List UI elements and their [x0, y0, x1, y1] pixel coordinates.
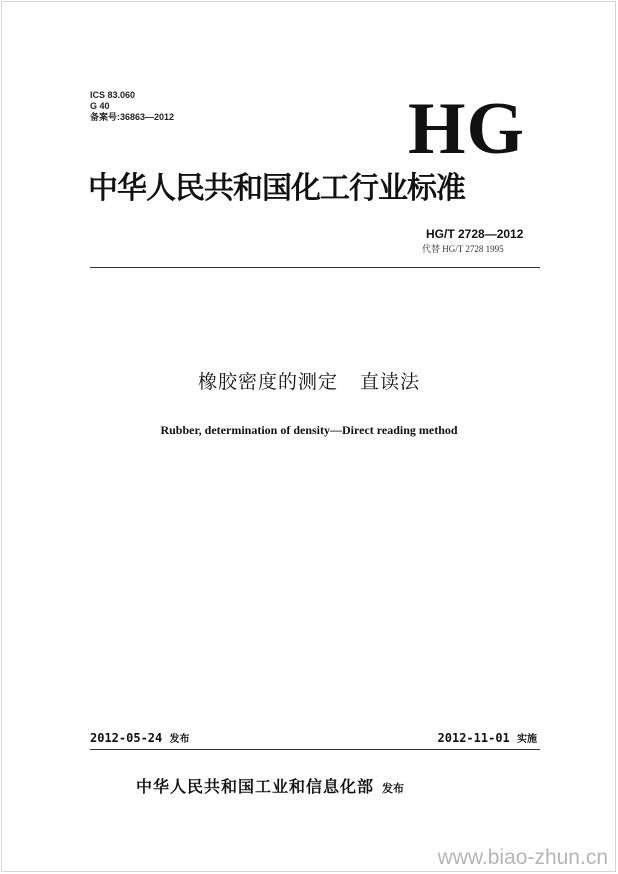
document-title-chinese [0, 370, 618, 394]
publisher-name: 中华人民共和国工业和信息化部 [136, 777, 375, 796]
hg-logo: HG [408, 88, 526, 170]
document-title-english: Rubber, determination of density—Direct reading method [160, 423, 458, 437]
publisher-label: 发布 [382, 782, 405, 795]
header-divider [90, 267, 540, 268]
publisher [136, 777, 404, 799]
watermark: www.biao-zhun.cn [437, 846, 608, 869]
title-chinese-main: 橡胶密度的测定 [197, 371, 338, 393]
replaces-note: 代替 HG/T 2728 1995 [422, 244, 504, 254]
standard-category-title: 中华人民共和国化工行业标准 [88, 171, 465, 206]
document-metadata [90, 90, 174, 123]
ics-code: ICS 83.060 [90, 90, 136, 100]
issue-date [90, 731, 189, 747]
filing-number: 备案号:36863—2012 [90, 112, 175, 122]
issue-date-value: 2012-05-24 [90, 731, 163, 745]
effective-date-label: 实施 [517, 734, 537, 745]
footer-divider [90, 749, 540, 750]
classification-code: G 40 [90, 101, 110, 111]
title-chinese-sub: 直读法 [360, 371, 421, 393]
standard-number: HG/T 2728—2012 [426, 227, 524, 241]
issue-date-label: 发布 [169, 734, 190, 745]
effective-date-value: 2012-11-01 [437, 731, 510, 745]
effective-date [438, 731, 537, 747]
